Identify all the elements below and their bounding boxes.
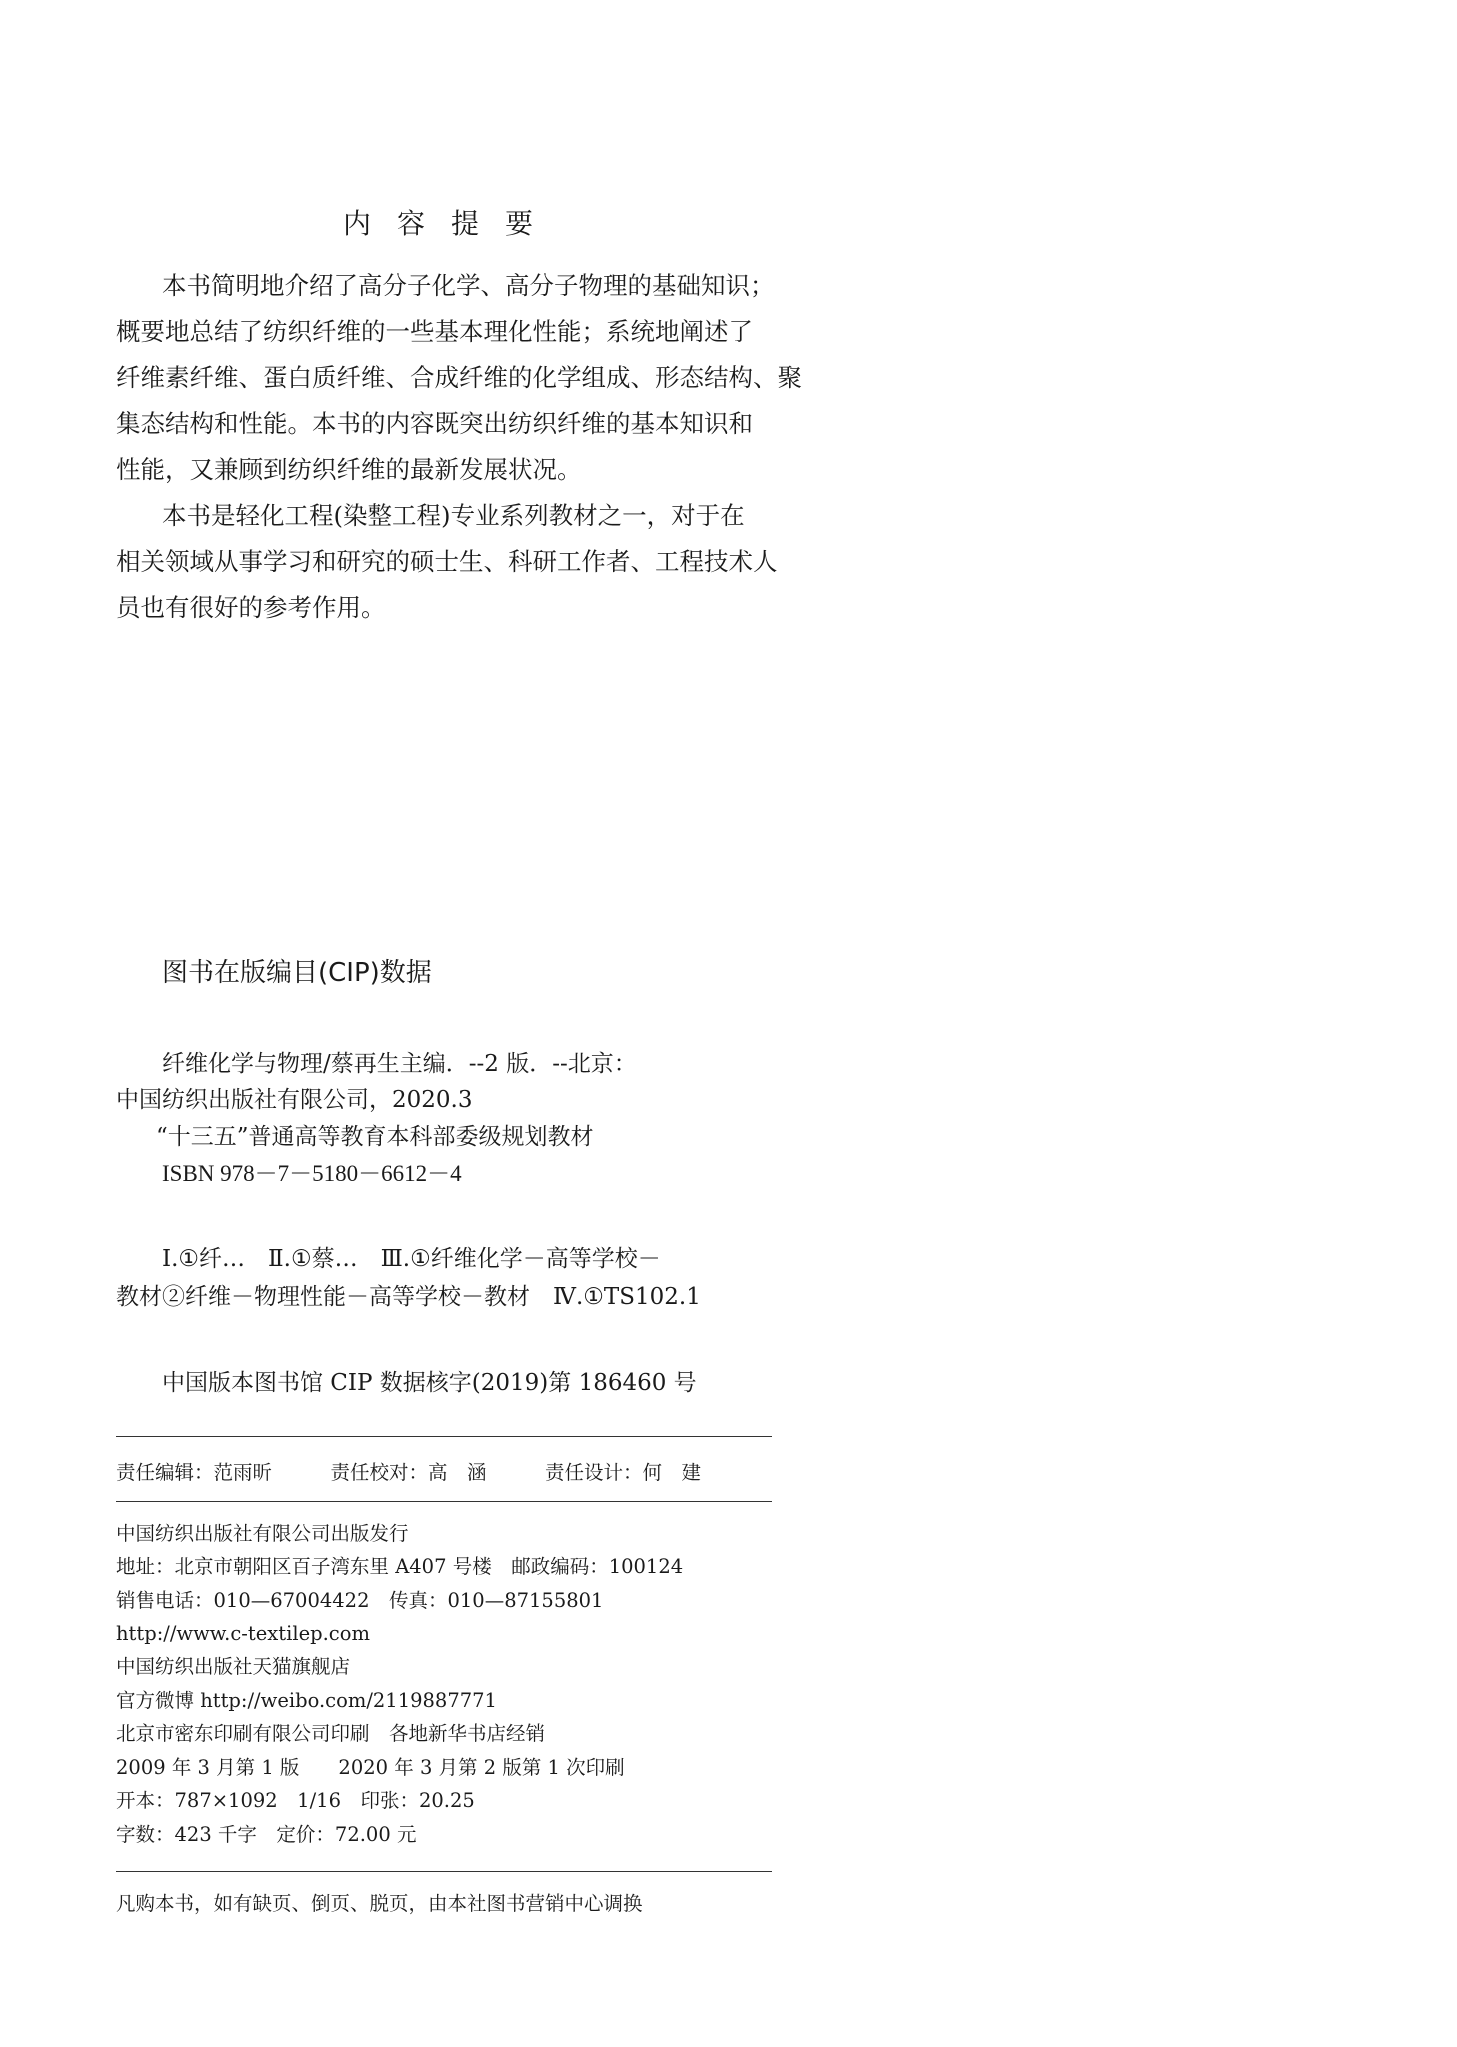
summary-line: 员也有很好的参考作用。 [116, 593, 386, 622]
summary-title: 内容提要 [343, 207, 560, 240]
divider-rule [116, 1871, 772, 1872]
editorial-credits: 责任编辑：范雨昕 责任校对：高 涵 责任设计：何 建 [116, 1461, 702, 1484]
publisher-info-line: 中国纺织出版社有限公司出版发行 [116, 1522, 409, 1545]
publisher-info-line: http://www.c-textilep.com [116, 1622, 370, 1645]
publisher-info-line: 官方微博 http://weibo.com/2119887771 [116, 1689, 497, 1712]
replacement-notice: 凡购本书，如有缺页、倒页、脱页，由本社图书营销中心调换 [116, 1892, 643, 1915]
summary-line: 相关领域从事学习和研究的硕士生、科研工作者、工程技术人 [116, 547, 778, 576]
summary-line: 本书是轻化工程(染整工程)专业系列教材之一，对于在 [162, 501, 745, 530]
cip-classification: Ⅰ.①纤… Ⅱ.①蔡… Ⅲ.①纤维化学－高等学校－ [162, 1246, 661, 1272]
cip-record-line: 中国纺织出版社有限公司，2020.3 [116, 1087, 473, 1113]
cip-number: 中国版本图书馆 CIP 数据核字(2019)第 186460 号 [162, 1370, 697, 1396]
cip-isbn: ISBN 978－7－5180－6612－4 [162, 1161, 462, 1186]
publisher-info-line: 销售电话：010—67004422 传真：010—87155801 [116, 1589, 604, 1612]
cip-title: 图书在版编目(CIP)数据 [162, 958, 432, 988]
publisher-info-line: 2009 年 3 月第 1 版 2020 年 3 月第 2 版第 1 次印刷 [116, 1756, 625, 1779]
publisher-info-line: 地址：北京市朝阳区百子湾东里 A407 号楼 邮政编码：100124 [116, 1555, 684, 1578]
summary-line: 性能，又兼顾到纺织纤维的最新发展状况。 [116, 455, 582, 484]
publisher-info-line: 中国纺织出版社天猫旗舰店 [116, 1655, 351, 1678]
publisher-info-line: 开本：787×1092 1/16 印张：20.25 [116, 1789, 475, 1812]
cip-record-line: 纤维化学与物理/蔡再生主编．--2 版．--北京： [162, 1051, 637, 1077]
summary-line: 本书简明地介绍了高分子化学、高分子物理的基础知识； [162, 271, 775, 300]
cip-series: “十三五”普通高等教育本科部委级规划教材 [156, 1124, 594, 1150]
publisher-info-line: 字数：423 千字 定价：72.00 元 [116, 1823, 417, 1846]
summary-line: 概要地总结了纺织纤维的一些基本理化性能；系统地阐述了 [116, 317, 753, 346]
publisher-info-line: 北京市密东印刷有限公司印刷 各地新华书店经销 [116, 1722, 546, 1745]
divider-rule [116, 1501, 772, 1502]
summary-body [116, 263, 802, 631]
cip-classification: 教材②纤维－物理性能－高等学校－教材 Ⅳ.①TS102.1 [116, 1284, 701, 1310]
summary-line: 集态结构和性能。本书的内容既突出纺织纤维的基本知识和 [116, 409, 753, 438]
divider-rule [116, 1436, 772, 1437]
summary-line: 纤维素纤维、蛋白质纤维、合成纤维的化学组成、形态结构、聚 [116, 363, 802, 392]
